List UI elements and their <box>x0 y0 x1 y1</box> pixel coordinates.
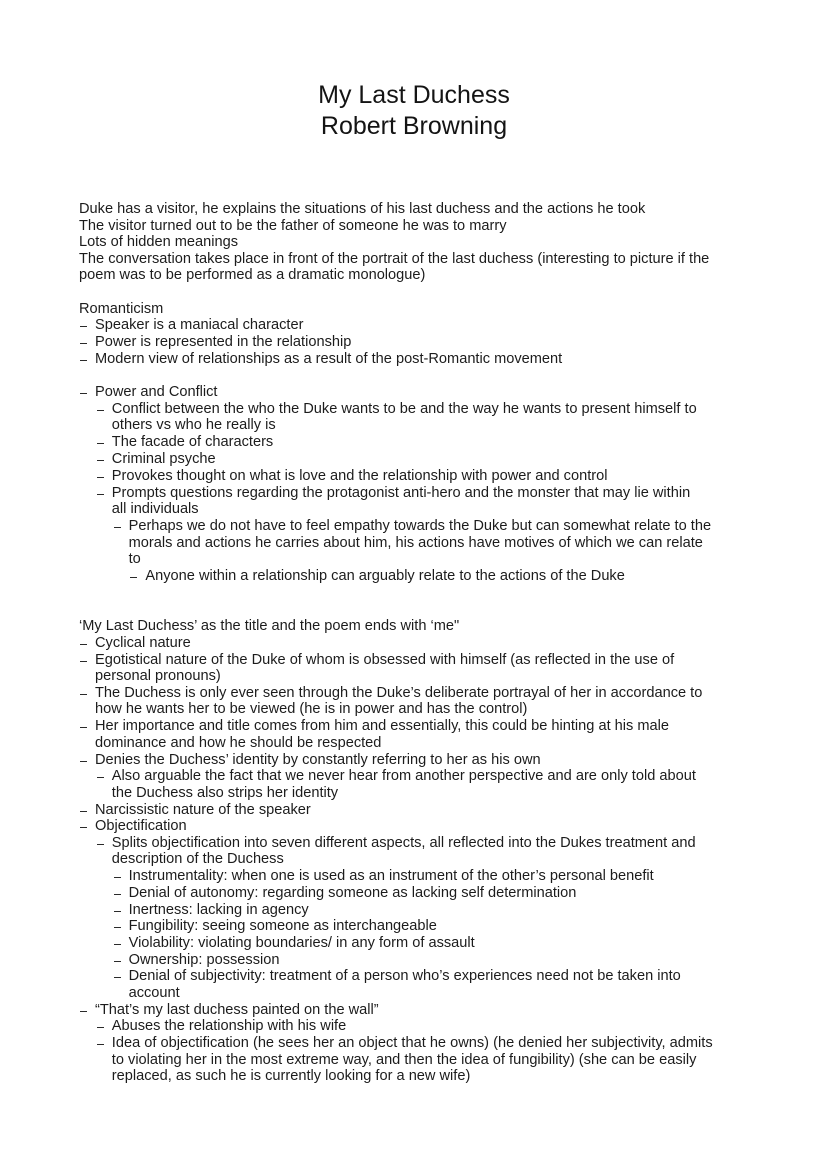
bullet-dash-icon <box>114 911 121 912</box>
bullet-dash-icon <box>97 460 104 461</box>
text-line: ‘My Last Duchess’ as the title and the poem ends with ‘me" <box>79 618 460 634</box>
text-line: to <box>128 551 141 567</box>
bullet-dash-icon <box>114 944 121 945</box>
text-line: Romanticism <box>79 301 164 317</box>
text-line: personal pronouns) <box>95 668 221 684</box>
text-line: The visitor turned out to be the father of someone he was to marry <box>79 218 507 234</box>
bullet-dash-icon <box>97 1027 104 1028</box>
bullet-dash-icon <box>114 877 121 878</box>
bullet-item-text: Denial of autonomy: regarding someone as lacking self determination <box>128 885 577 901</box>
bullet-dash-icon <box>80 1011 87 1012</box>
bullet-item-text: Denies the Duchess’ identity by constantly referring to her as his own <box>95 752 541 768</box>
bullet-dash-icon <box>80 644 87 645</box>
bullet-item-text: Idea of objectification (he sees her an object that he owns) (he denied her subjectivity, admits <box>111 1035 713 1051</box>
bullet-item-text: “That’s my last duchess painted on the wall” <box>95 1002 379 1018</box>
bullet-item-text: Abuses the relationship with his wife <box>111 1018 347 1034</box>
bullet-item-text: Denial of subjectivity: treatment of a person who’s experiences need not be taken into <box>128 968 681 984</box>
text-line: The conversation takes place in front of the portrait of the last duchess (interesting to picture if the <box>79 251 710 267</box>
bullet-item-text: Ownership: possession <box>128 952 280 968</box>
bullet-item-text: Splits objectification into seven different aspects, all reflected into the Dukes treatment and <box>111 835 696 851</box>
bullet-dash-icon <box>97 410 104 411</box>
bullet-dash-icon <box>80 811 87 812</box>
bullet-item-text: Criminal psyche <box>111 451 216 467</box>
text-line: all individuals <box>111 501 199 517</box>
bullet-item-text: Violability: violating boundaries/ in any form of assault <box>128 935 475 951</box>
bullet-dash-icon <box>80 326 87 327</box>
bullet-item-text: Cyclical nature <box>95 635 191 651</box>
bullet-dash-icon <box>97 477 104 478</box>
bullet-dash-icon <box>80 661 87 662</box>
text-line: others vs who he really is <box>111 417 276 433</box>
text-line: morals and actions he carries about him, his actions have motives of which we can relate <box>128 535 703 551</box>
text-line: the Duchess also strips her identity <box>111 785 339 801</box>
bullet-item-text: The facade of characters <box>111 434 274 450</box>
text-line: poem was to be performed as a dramatic monologue) <box>79 267 426 283</box>
bullet-dash-icon <box>97 777 104 778</box>
bullet-dash-icon <box>80 827 87 828</box>
bullet-item-text: Power is represented in the relationship <box>95 334 352 350</box>
bullet-dash-icon <box>80 360 87 361</box>
bullet-dash-icon <box>80 761 87 762</box>
bullet-dash-icon <box>97 443 104 444</box>
bullet-item-text: Conflict between the who the Duke wants to be and the way he wants to present himself to <box>111 401 697 417</box>
bullet-dash-icon <box>114 961 121 962</box>
bullet-dash-icon <box>80 727 87 728</box>
bullet-item-text: Prompts questions regarding the protagonist anti-hero and the monster that may lie within <box>111 485 691 501</box>
bullet-item-text: Narcissistic nature of the speaker <box>95 802 311 818</box>
text-line: Lots of hidden meanings <box>79 234 239 250</box>
bullet-item-text: Anyone within a relationship can arguably relate to the actions of the Duke <box>145 568 625 584</box>
text-line: dominance and how he should be respected <box>95 735 382 751</box>
bullet-dash-icon <box>114 894 121 895</box>
text-line: account <box>128 985 180 1001</box>
text-line: description of the Duchess <box>111 851 284 867</box>
bullet-item-text: Speaker is a maniacal character <box>95 317 304 333</box>
bullet-dash-icon <box>97 844 104 845</box>
bullet-item-text: Provokes thought on what is love and the relationship with power and control <box>111 468 608 484</box>
bullet-item-text: The Duchess is only ever seen through the Duke’s deliberate portrayal of her in accordance to <box>95 685 703 701</box>
bullet-item-text: Her importance and title comes from him and essentially, this could be hinting at his male <box>95 718 670 734</box>
bullet-dash-icon <box>114 527 121 528</box>
bullet-dash-icon <box>114 927 121 928</box>
bullet-dash-icon <box>80 393 87 394</box>
bullet-dash-icon <box>114 977 121 978</box>
text-line: Duke has a visitor, he explains the situations of his last duchess and the actions he took <box>79 201 646 217</box>
bullet-item-text: Fungibility: seeing someone as interchangeable <box>128 918 437 934</box>
text-line: replaced, as such he is currently looking for a new wife) <box>111 1068 471 1084</box>
bullet-item-text: Inertness: lacking in agency <box>128 902 309 918</box>
bullet-item-text: Perhaps we do not have to feel empathy towards the Duke but can somewhat relate to the <box>128 518 712 534</box>
bullet-dash-icon <box>80 343 87 344</box>
bullet-dash-icon <box>97 1044 104 1045</box>
bullet-item-text: Objectification <box>95 818 187 834</box>
bullet-dash-icon <box>97 494 104 495</box>
bullet-item-text: Power and Conflict <box>95 384 218 400</box>
document-title: My Last Duchess <box>318 81 510 109</box>
bullet-item-text: Also arguable the fact that we never hear from another perspective and are only told about <box>111 768 696 784</box>
bullet-item-text: Instrumentality: when one is used as an instrument of the other’s personal benefit <box>128 868 654 884</box>
text-line: how he wants her to be viewed (he is in power and has the control) <box>95 701 528 717</box>
bullet-dash-icon <box>130 577 137 578</box>
bullet-item-text: Modern view of relationships as a result of the post-Romantic movement <box>95 351 563 367</box>
document-author: Robert Browning <box>320 112 508 140</box>
bullet-dash-icon <box>80 694 87 695</box>
bullet-item-text: Egotistical nature of the Duke of whom is obsessed with himself (as reflected in the use of <box>95 652 675 668</box>
text-line: to violating her in the most extreme way, and then the idea of fungibility) (she can be easily <box>111 1052 697 1068</box>
